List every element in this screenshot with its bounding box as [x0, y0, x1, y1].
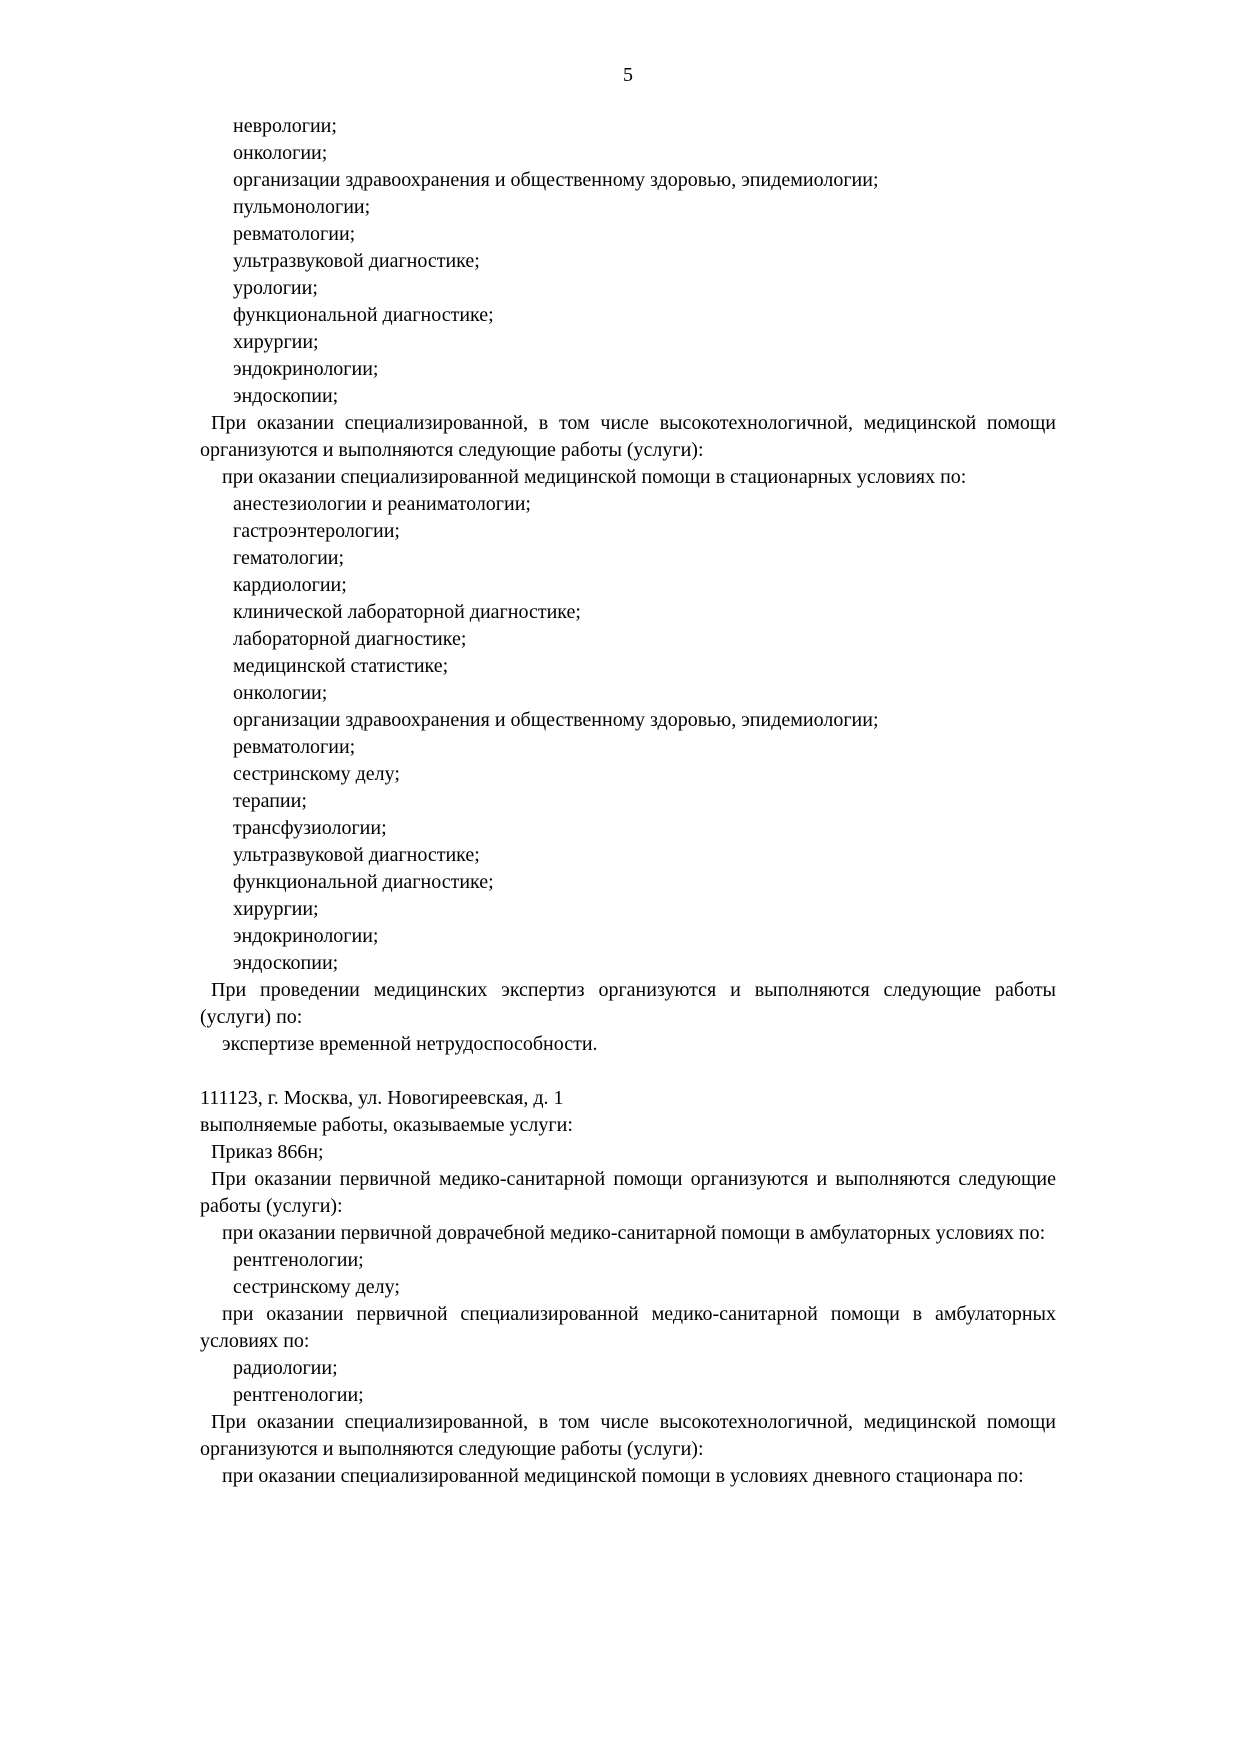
document-line: ревматологии; — [233, 223, 356, 245]
document-line: лабораторной диагностике; — [233, 628, 467, 650]
document-line: сестринскому делу; — [233, 1276, 400, 1298]
document-line: эндоскопии; — [233, 385, 339, 407]
document-line: неврологии; — [233, 115, 337, 137]
document-line: анестезиологии и реаниматологии; — [233, 493, 531, 515]
document-line: выполняемые работы, оказываемые услуги: — [200, 1114, 573, 1136]
document-line: функциональной диагностике; — [233, 304, 494, 326]
document-line: клинической лабораторной диагностике; — [233, 601, 581, 623]
document-line: трансфузиологии; — [233, 817, 387, 839]
document-line: при оказании специализированной медицинской помощи в условиях дневного стационара по: — [222, 1465, 1024, 1487]
document-line: медицинской статистике; — [233, 655, 449, 677]
document-line: организации здравоохранения и общественному здоровью, эпидемиологии; — [233, 169, 879, 191]
document-line: эндокринологии; — [233, 358, 379, 380]
document-line: 111123, г. Москва, ул. Новогиреевская, д. 1 — [200, 1087, 564, 1109]
document-line: ультразвуковой диагностике; — [233, 844, 480, 866]
document-line: рентгенологии; — [233, 1384, 364, 1406]
document-line: при оказании первичной доврачебной медико-санитарной помощи в амбулаторных условиях по: — [222, 1222, 1046, 1244]
document-line: эндокринологии; — [233, 925, 379, 947]
document-line: При оказании первичной медико-санитарной помощи организуются и выполняются следующие работы (услуги): — [200, 1168, 1056, 1217]
document-line: рентгенологии; — [233, 1249, 364, 1271]
document-line: гастроэнтерологии; — [233, 520, 400, 542]
document-line: пульмонологии; — [233, 196, 371, 218]
document-body — [200, 113, 1056, 1490]
document-line: гематологии; — [233, 547, 345, 569]
document-line: урологии; — [233, 277, 318, 299]
document-line: экспертизе временной нетрудоспособности. — [222, 1033, 598, 1055]
page-number: 5 — [623, 64, 633, 86]
blank-line — [200, 1058, 1056, 1085]
document-line: кардиологии; — [233, 574, 347, 596]
document-line: хирургии; — [233, 331, 319, 353]
document-line: функциональной диагностике; — [233, 871, 494, 893]
document-line: При оказании специализированной, в том числе высокотехнологичной, медицинской помощи организуются и выполняются следующие работы (услуги): — [200, 412, 1056, 461]
document-line: хирургии; — [233, 898, 319, 920]
document-line: радиологии; — [233, 1357, 338, 1379]
document-line: Приказ 866н; — [211, 1141, 324, 1163]
document-line: эндоскопии; — [233, 952, 339, 974]
document-line: онкологии; — [233, 142, 328, 164]
document-line: При проведении медицинских экспертиз организуются и выполняются следующие работы (услуги) по: — [200, 979, 1056, 1028]
document-line: сестринскому делу; — [233, 763, 400, 785]
document-line: при оказании первичной специализированной медико-санитарной помощи в амбулаторных условиях по: — [200, 1303, 1056, 1352]
document-line: ревматологии; — [233, 736, 356, 758]
document-line: организации здравоохранения и общественному здоровью, эпидемиологии; — [233, 709, 879, 731]
document-line: ультразвуковой диагностике; — [233, 250, 480, 272]
document-line: онкологии; — [233, 682, 328, 704]
document-line: при оказании специализированной медицинской помощи в стационарных условиях по: — [222, 466, 967, 488]
document-line: терапии; — [233, 790, 307, 812]
document-line: При оказании специализированной, в том числе высокотехнологичной, медицинской помощи организуются и выполняются следующие работы (услуги): — [200, 1411, 1056, 1460]
